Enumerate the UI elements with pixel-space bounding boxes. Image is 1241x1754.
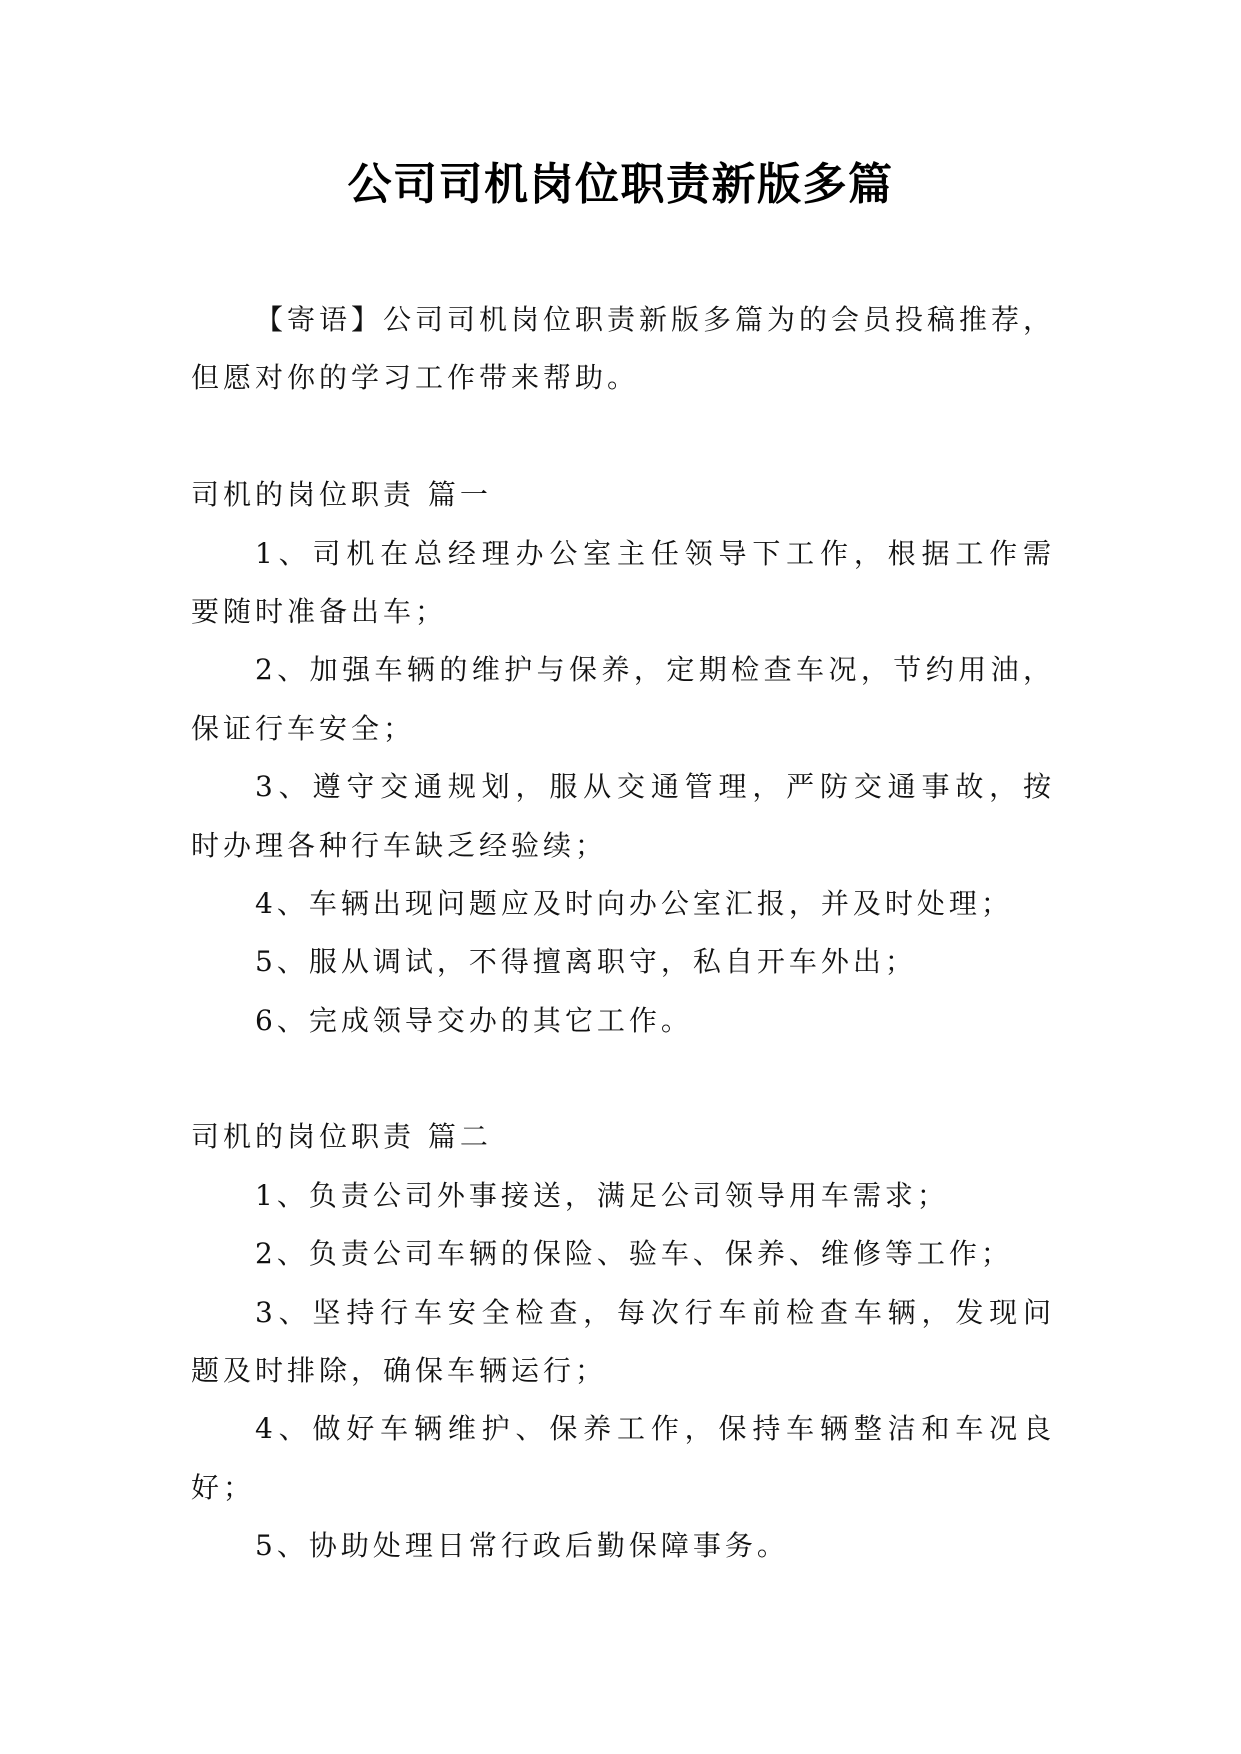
duty-item <box>191 1167 1055 1225</box>
duty-item <box>191 1517 1055 1575</box>
duty-item-line: 1、司机在总经理办公室主任领导下工作，根据工作需 <box>255 536 1055 570</box>
duty-item-line: 保证行车安全； <box>191 711 416 745</box>
intro-paragraph <box>191 291 1055 408</box>
document-body <box>191 291 1055 1576</box>
page-title: 公司司机岗位职责新版多篇 <box>347 159 894 210</box>
duty-item-line: 3、坚持行车安全检查，每次行车前检查车辆，发现问 <box>255 1295 1055 1329</box>
duty-item <box>191 1400 1055 1517</box>
intro-line: 但愿对你的学习工作带来帮助。 <box>191 361 640 395</box>
duty-item-line: 6、完成领导交办的其它工作。 <box>255 1003 693 1037</box>
duty-item-line: 5、服从调试，不得擅离职守，私自开车外出； <box>255 945 917 979</box>
intro-line: 【寄语】公司司机岗位职责新版多篇为的会员投稿推荐， <box>255 303 1056 336</box>
duty-item-line: 4、车辆出现问题应及时向办公室汇报，并及时处理； <box>255 886 1013 920</box>
duty-item-line: 1、负责公司外事接送，满足公司领导用车需求； <box>255 1178 949 1212</box>
duty-item <box>191 992 1055 1050</box>
duty-item-line: 2、加强车辆的维护与保养，定期检查车况，节约用油， <box>255 653 1055 687</box>
duty-item <box>191 758 1055 875</box>
duty-item <box>191 933 1055 991</box>
section-duties-2 <box>191 1108 1055 1575</box>
duty-item-line: 2、负责公司车辆的保险、验车、保养、维修等工作； <box>255 1237 1013 1271</box>
section-heading: 司机的岗位职责 篇二 <box>191 1120 492 1154</box>
section-duties-1 <box>191 466 1055 1050</box>
duty-item-line: 题及时排除，确保车辆运行； <box>191 1354 608 1388</box>
duty-item <box>191 1284 1055 1401</box>
duty-item <box>191 1225 1055 1283</box>
duty-item <box>191 525 1055 642</box>
duty-item-line: 4、做好车辆维护、保养工作，保持车辆整洁和车况良 <box>255 1412 1055 1446</box>
duty-item <box>191 875 1055 933</box>
duty-item-line: 5、协助处理日常行政后勤保障事务。 <box>255 1529 789 1563</box>
section-heading: 司机的岗位职责 篇一 <box>191 478 492 512</box>
duty-item <box>191 641 1055 758</box>
duty-item-line: 时办理各种行车缺乏经验续； <box>191 828 608 862</box>
duty-item-line: 3、遵守交通规划，服从交通管理，严防交通事故，按 <box>255 770 1055 804</box>
duty-item-line: 要随时准备出车； <box>191 594 448 628</box>
duty-item-line: 好； <box>191 1470 256 1504</box>
